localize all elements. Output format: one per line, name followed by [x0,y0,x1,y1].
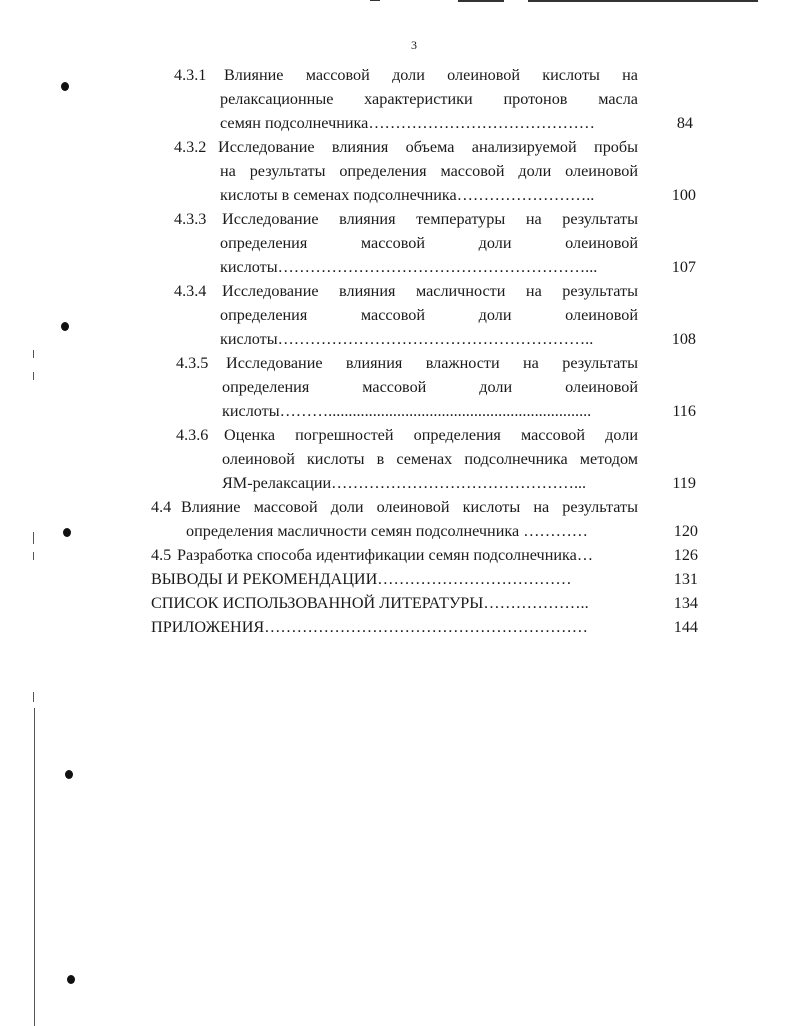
binder-hole [61,82,69,91]
binder-hole [61,322,69,331]
page-ref: 84 [676,114,693,132]
entry-number: 4.3.3 [174,210,207,228]
margin-tick [33,552,34,560]
entry-number: 4.3.6 [176,426,209,444]
entry-number: 4.3.2 [174,138,207,156]
entry-title-line: на результаты определения массовой доли олеиновой [220,162,638,180]
scan-edge-line [528,0,758,2]
entry-number: 4.3.1 [174,66,207,84]
entry-title-line: Разработка способа идентификации семян подсолнечника… [177,546,594,564]
entry-title-line: Влияние массовой доли олеиновой кислоты на результаты [181,498,638,516]
page-ref: 108 [671,330,696,348]
entry-title-line: кислоты…………………………………………………... [220,258,598,276]
toc-entry-4-4[interactable] [151,498,710,546]
entry-title-line: определения массовой доли олеиновой [222,378,638,396]
toc-entry-4-3-3[interactable] [174,210,710,282]
page-ref: 116 [672,402,696,420]
margin-tick [33,692,34,702]
entry-title-line: СПИСОК ИСПОЛЬЗОВАННОЙ ЛИТЕРАТУРЫ……………….. [151,594,589,612]
page-ref: 107 [671,258,696,276]
page-ref: 100 [671,186,696,204]
entry-title-line: Исследование влияния масличности на результаты [222,282,638,300]
entry-number: 4.3.5 [176,354,209,372]
entry-title-line: кислоты………................................................................. [222,402,592,420]
entry-title-line: определения массовой доли олеиновой [220,306,638,324]
entry-title-line: ПРИЛОЖЕНИЯ…………………………………………………… [151,618,588,636]
toc-entry-4-3-6[interactable] [176,426,710,498]
binder-hole [67,975,75,984]
toc-entry-4-3-2[interactable] [174,138,710,210]
binder-hole [65,770,73,779]
toc-entry-conclusions[interactable] [151,570,710,594]
binder-hole [63,528,71,537]
scan-edge-line [458,0,504,2]
toc-entry-4-3-4[interactable] [174,282,710,354]
entry-title-line: Влияние массовой доли олеиновой кислоты на [224,66,638,84]
page-ref: 119 [672,474,696,492]
entry-title-line: семян подсолнечника…………………………………… [220,114,595,132]
entry-title-line: Оценка погрешностей определения массовой доли [224,426,638,444]
entry-title-line: Исследование влияния температуры на результаты [222,210,638,228]
entry-title-line: кислоты………………………………………………….. [220,330,594,348]
toc-entry-4-3-1[interactable] [174,66,710,138]
page-ref: 131 [673,570,698,588]
margin-tick [33,532,34,544]
toc-entry-4-3-5[interactable] [176,354,710,426]
page-ref: 134 [673,594,698,612]
toc-entry-4-5[interactable] [151,546,710,570]
entry-number: 4.4 [151,498,172,516]
toc-entry-appendices[interactable] [151,618,710,642]
page-ref: 126 [673,546,698,564]
margin-tick [34,708,35,1026]
entry-title-line: кислоты в семенах подсолнечника…………………….. [220,186,595,204]
page-ref: 144 [673,618,698,636]
entry-title-line: олеиновой кислоты в семенах подсолнечника методом [222,450,638,468]
entry-title-line: ВЫВОДЫ И РЕКОМЕНДАЦИИ……………………………… [151,570,572,588]
entry-number: 4.5 [151,546,172,564]
entry-title-line: определения масличности семян подсолнечника ………… [186,522,588,540]
toc-entry-references[interactable] [151,594,710,618]
scan-edge-line [370,0,380,1]
entry-title-line: определения массовой доли олеиновой [220,234,638,252]
page-ref: 120 [673,522,698,540]
margin-tick [33,350,34,358]
margin-tick [33,372,34,380]
entry-title-line: ЯМ-релаксации………………………………………... [222,474,587,492]
entry-title-line: релаксационные характеристики протонов масла [220,90,638,108]
entry-title-line: Исследование влияния влажности на результаты [226,354,638,372]
entry-title-line: Исследование влияния объема анализируемой пробы [218,138,638,156]
entry-number: 4.3.4 [174,282,207,300]
page-number: 3 [411,38,417,52]
